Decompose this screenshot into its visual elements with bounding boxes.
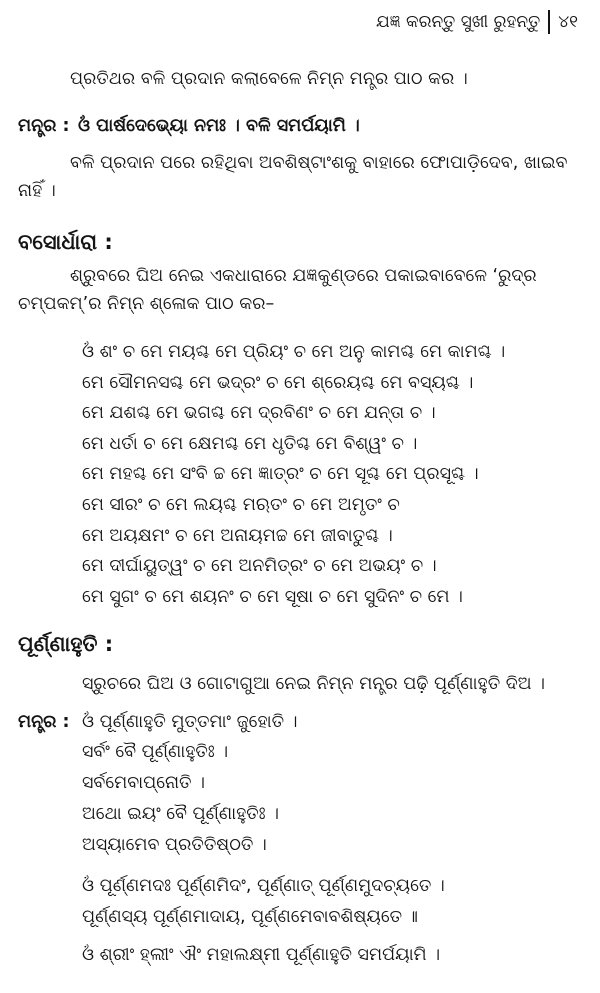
bali-mantra: ଓଁ ପାର୍ଷଦେଭ୍ୟୋ ନମଃ । ବଳି ସମର୍ପୟାମି । [78,116,360,136]
running-title: ଯଜ୍ଞ କରନ୍ତୁ ସୁଖୀ ରୁହନ୍ତୁ [375,12,541,32]
verse-line: ମେ ସୁଗଂ ଚ ମେ ଶୟନଂ ଚ ମେ ସୂଷା ଚ ମେ ସୁଦିନଂ ଚ ମେ । [82,587,463,607]
header-divider [548,10,550,34]
page-number: ୪୧ [558,12,578,32]
verse-line: ମେ ସୀରଂ ଚ ମେ ଲୟଶ୍ଚ ମଋତଂ ଚ ମେ ଅମୃତଂ ଚ [82,495,400,515]
bali-after-line-1: ବଳି ପ୍ରଦାନ ପରେ ରହିଥିବା ଅବଶିଷ୍ଟାଂଶକୁ ବାହାରେ ଫୋପାଡ଼ିଦେବ, ଖାଇବ [70,153,568,173]
purnahuti-mantra-line: ଅସ୍ୟାମେବ ପ୍ରତିତିଷ୍ଠତି । [82,835,267,855]
verse-line: ମେ ଦୀର୍ଘାୟୁତ୍ୱଂ ଚ ମେ ଅନମିତ୍ରଂ ଚ ମେ ଅଭୟଂ ଚ । [82,556,437,576]
purnahuti-mantra-line: ଅଥୋ ଇୟଂ ବୈ ପୂର୍ଣ୍ଣାହୁତିଃ । [82,804,280,824]
purnahuti-mantra-line: ଓଁ ପୂର୍ଣ୍ଣମଦଃ ପୂର୍ଣ୍ଣମିଦଂ, ପୂର୍ଣ୍ଣାତ୍ ପୂର୍ଣ୍ଣମୁଦଚ୍ୟତେ । [82,876,445,896]
page-header [376,10,578,34]
purnahuti-mantra-line: ଓଁ ପୂର୍ଣ୍ଣାହୁତି ମୁତ୍ତମାଂ ଜୁହୋତି । [82,712,298,732]
verse-line: ମେ ଯଶଶ୍ଚ ମେ ଭଗଶ୍ଚ ମେ ଦ୍ରବିଣଂ ଚ ମେ ଯନ୍ତା ଚ । [82,403,436,423]
verse-line: ମେ ସୌମନସଶ୍ଚ ମେ ଭଦ୍ରଂ ଚ ମେ ଶ୍ରେୟଶ୍ଚ ମେ ବସ୍ୟଶ୍ଚ । [82,373,474,393]
bali-intro: ପ୍ରତିଥର ବଳି ପ୍ରଦାନ କଲାବେଳେ ନିମ୍ନ ମନ୍ତ୍ର ପାଠ କର । [70,69,468,89]
purnahuti-mantra-label: ମନ୍ତ୍ର : [18,712,70,732]
purnahuti-mantra-line: ସର୍ବଂ ବୈ ପୂର୍ଣ୍ଣାହୁତିଃ । [82,742,229,762]
verse-line: ମେ ଧର୍ତା ଚ ମେ କ୍ଷେମଶ୍ଚ ମେ ଧୃତିଶ୍ଚ ମେ ବିଶ୍ୱଂ ଚ । [82,434,418,454]
purnahuti-intro: ସ୍ରୁଚରେ ଘିଅ ଓ ଗୋଟାଗୁଆ ନେଇ ନିମ୍ନ ମନ୍ତ୍ର ପଢ଼ି ପୂର୍ଣ୍ଣାହୁତି ଦିଅ । [82,674,546,694]
vasordhara-intro-line-1: ଶ୍ରୁବରେ ଘିଅ ନେଇ ଏକଧାରାରେ ଯଜ୍ଞକୁଣ୍ଡରେ ପକାଇବାବେଳେ ‘ରୁଦ୍ର [70,266,537,286]
vasordhara-intro-line-2: ଚମ୍ପକମ୍’ର ନିମ୍ନ ଶ୍ଳୋକ ପାଠ କର– [18,294,275,314]
verse-line: ମେ ଅୟକ୍ଷମଂ ଚ ମେ ଅନାୟମଚ୍ଚ ମେ ଜୀବାତୁଶ୍ଚ । [82,526,393,546]
purnahuti-heading: ପୂର୍ଣ୍ଣାହୁତି : [18,632,114,656]
bali-mantra-label: ମନ୍ତ୍ର : [18,116,70,136]
verse-line: ଓଁ ଶଂ ଚ ମେ ମୟଶ୍ଚ ମେ ପ୍ରିୟଂ ଚ ମେ ଅନୁ କାମଶ୍ଚ ମେ କାମଶ୍ଚ । [82,342,506,362]
bali-after-line-2: ନାହିଁ । [18,181,56,201]
verse-line: ମେ ମହଶ୍ଚ ମେ ସଂବି ଚ୍ଚ ମେ ଜ୍ଞାତ୍ରଂ ଚ ମେ ସୂଶ୍ଚ ମେ ପ୍ରସୂଶ୍ଚ । [82,464,479,484]
purnahuti-mantra-line: ପୂର୍ଣ୍ଣସ୍ୟ ପୂର୍ଣ୍ଣମାଦାୟ, ପୂର୍ଣ୍ଣମେବାବଶିଷ୍ୟତେ ॥ [82,907,418,927]
vasordhara-heading: ବସୋର୍ଧାରା : [18,230,113,254]
purnahuti-mantra-line: ଓଁ ଶ୍ରୀଂ ହ୍ଲୀଂ ଐଂ ମହାଲକ୍ଷ୍ମୀ ପୂର୍ଣ୍ଣାହୁତି ସମର୍ପୟାମି । [82,945,441,965]
purnahuti-mantra-line: ସର୍ବମେବାପ୍ନୋତି । [82,773,205,793]
